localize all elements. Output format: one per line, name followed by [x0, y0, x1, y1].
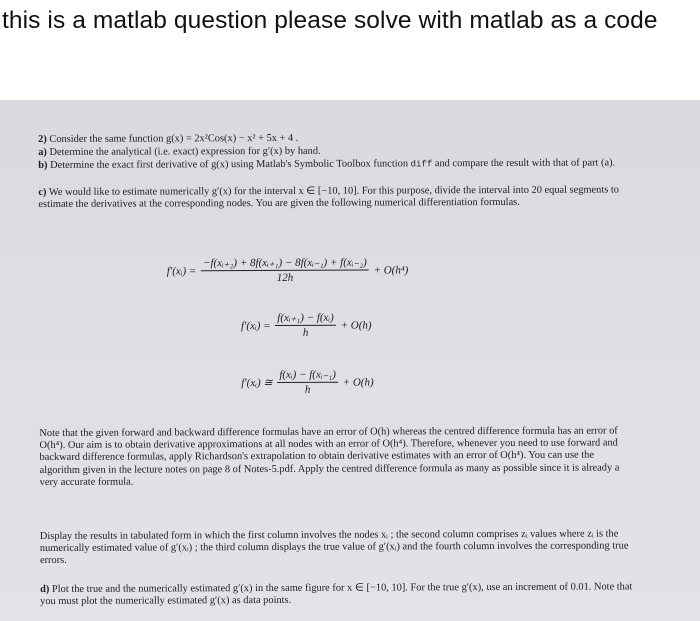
note-text: Note that the given forward and backward difference formulas have an error of O(h) whereas the centred difference formula has an error of O(h⁴). Our aim is to obtain derivative approximations at all nodes with an error of O(h⁴). Therefore, whenever you need to use forward and backward difference formulas, apply Richardson's extrapolation to obtain derivative estimates with an error of O(h⁴). You can use the algorithm given in the lecture notes on page 8 of Notes-5.pdf. Apply the centred difference formula as many as possible since it is already a very accurate formula.: [39, 425, 620, 488]
part-b: [38, 157, 634, 172]
intro-text: Consider the same function g(x) = 2x²Cos(x) − x² + 5x + 4 .: [49, 132, 299, 145]
part-c-text: We would like to estimate numerically g′(x) for the interval x ∈ [−10, 10]. For this purpose, divide the interval into 20 equal segments to estimate the derivatives at the corresponding nodes. You are given the following numerical differentiation formulas.: [38, 184, 619, 211]
forward-difference-formula: [241, 312, 372, 340]
centred-difference-formula: [167, 256, 409, 284]
part-c-label: c): [38, 186, 47, 198]
problem-document: [38, 105, 640, 621]
backward-difference-formula: [241, 369, 374, 397]
formula1-fraction: [201, 257, 369, 285]
intro-label: 2): [38, 133, 47, 145]
part-b-text-1: Determine the exact first derivative of g(x) using Matlab's Symbolic Toolbox function: [50, 158, 409, 171]
formula2-denominator: h: [302, 327, 309, 340]
display-text: Display the results in tabulated form in which the first column involves the nodes xᵢ ; the second column comprises zᵢ values where zᵢ is the numerically estimated value of g′(xᵢ) ; the third column displays the true value of g′(xᵢ) and the fourth column involves the corresponding true errors.: [39, 528, 629, 567]
question-heading: this is a matlab question please solve with matlab as a code: [2, 7, 658, 34]
formula3-error-term: + O(h): [342, 376, 374, 389]
problem-photo: [0, 100, 700, 621]
part-d-label: d): [40, 583, 50, 595]
part-d: [40, 581, 636, 608]
formula1-error-term: + O(h⁴): [373, 263, 409, 277]
display-paragraph: [40, 528, 636, 567]
formula2-error-term: + O(h): [340, 319, 372, 332]
part-d-text: Plot the true and the numerically estimated g′(x) in the same figure for x ∈ [−10, 10]. For the true g′(x), use an increment of 0.01. Note that you must plot the numerically estimated g′(x) as data points.: [40, 581, 633, 608]
formula1-denominator: 12h: [276, 272, 294, 285]
formula1-lhs: f′(xᵢ) =: [166, 264, 197, 278]
formula1-numerator: −f(xᵢ₊₂) + 8f(xᵢ₊₁) − 8f(xᵢ₋₁) + f(xᵢ₋₂): [201, 257, 369, 272]
part-a-label: a): [38, 146, 47, 158]
formula3-denominator: h: [304, 384, 311, 397]
part-b-text-2: and compare the result with that of part (a).: [434, 157, 616, 170]
formula2-numerator: f(xᵢ₊₁) − f(xᵢ): [275, 312, 336, 326]
part-b-label: b): [38, 159, 48, 171]
diff-code: diff: [410, 159, 433, 170]
formula3-lhs: f′(xᵢ) ≅: [241, 376, 273, 389]
part-c: [38, 184, 634, 211]
note-paragraph: [39, 425, 635, 489]
formula2-lhs: f′(xᵢ) =: [240, 319, 271, 332]
formula3-fraction: [277, 369, 338, 397]
formula2-fraction: [275, 312, 336, 340]
part-a-text: Determine the analytical (i.e. exact) expression for g′(x) by hand.: [49, 145, 321, 158]
formula3-numerator: f(xᵢ) − f(xᵢ₋₁): [277, 369, 338, 383]
